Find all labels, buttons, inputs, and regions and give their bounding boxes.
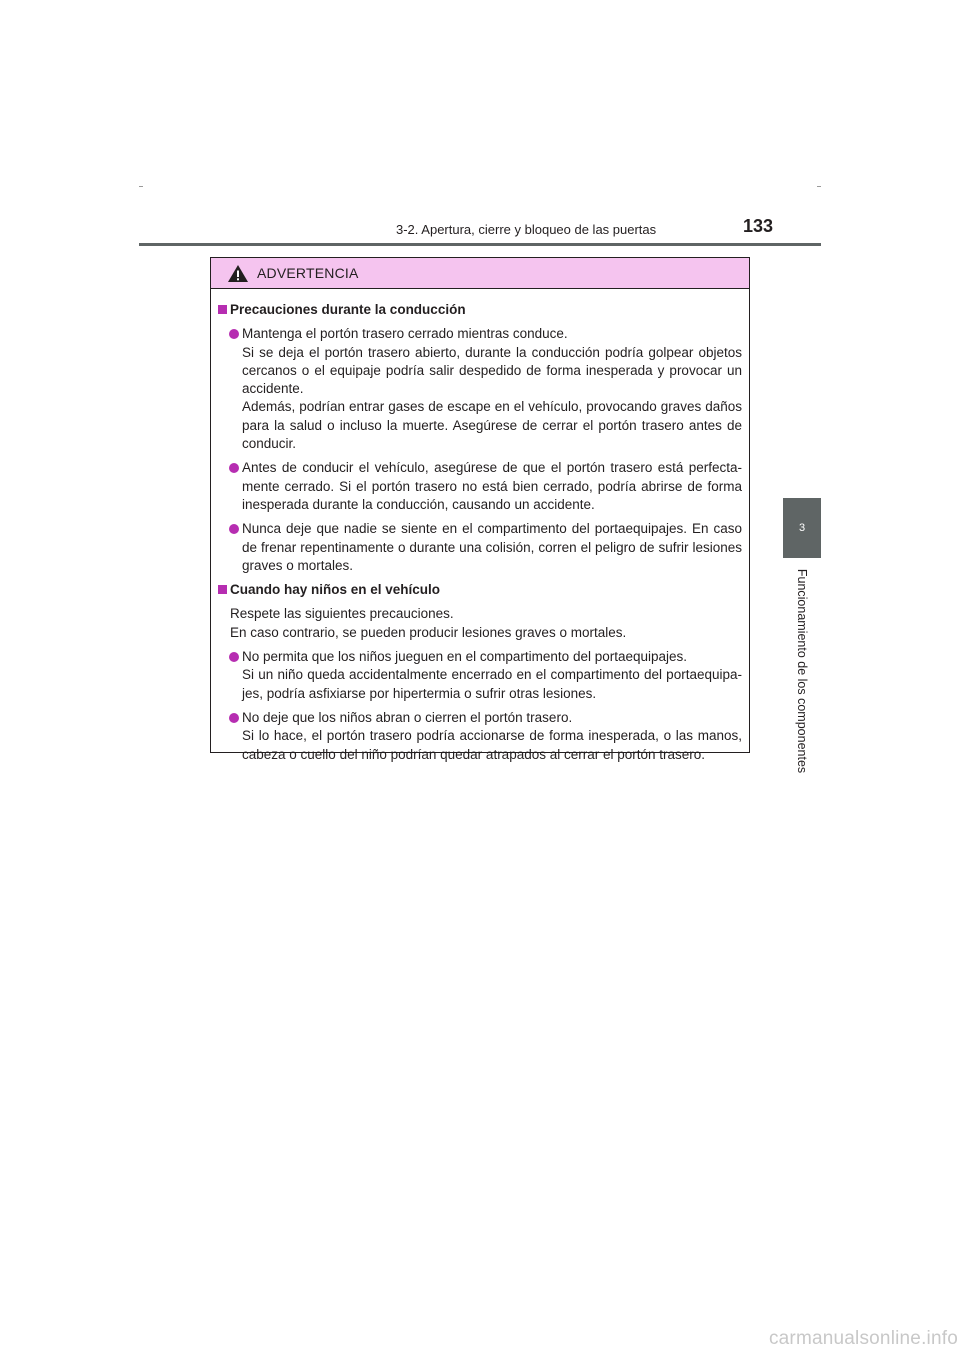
page-number: 133 (743, 216, 774, 236)
section-heading-text: Cuando hay niños en el vehículo (230, 582, 441, 598)
section-heading (218, 581, 742, 599)
bullet-item (218, 459, 742, 514)
chapter-tab (783, 498, 821, 558)
watermark: carmanualsonline.info (768, 1328, 958, 1349)
bullet-text: Mantenga el portón trasero cerrado mientras conduce. (242, 326, 568, 342)
bullet-item (218, 520, 742, 575)
bullet-item (218, 325, 742, 453)
chapter-title: Funcionamiento de los componentes (795, 568, 809, 774)
bullet-text: Nunca deje que nadie se siente en el compartimento del portaequipajes. En caso de frenar repentinamente o durante una colisión, corren el peligro de sufrir lesiones graves o mortales. (242, 521, 742, 573)
warning-title: ADVERTENCIA (257, 265, 359, 281)
round-bullet-icon (229, 463, 239, 473)
warning-section (218, 301, 742, 575)
warning-box (210, 257, 750, 762)
crop-mark (139, 186, 143, 187)
section-heading-text: Precauciones durante la conducción (230, 302, 466, 317)
chapter-title-wrap (783, 563, 821, 779)
bullet-text: Además, podrían entrar gases de escape en el vehículo, provocando graves daños para la salud o incluso la muerte. Asegúrese de cerrar el portón trasero antes de conducir. (242, 399, 742, 452)
chapter-number: 3 (798, 522, 806, 534)
round-bullet-icon (229, 524, 239, 534)
section-intro (218, 605, 742, 642)
round-bullet-icon (229, 713, 239, 723)
warning-body (211, 289, 749, 764)
square-bullet-icon (218, 585, 227, 594)
round-bullet-icon (229, 329, 239, 339)
bullet-text: Antes de conducir el vehículo, asegúrese de que el portón trasero está perfecta-mente cerrado. Si el portón trasero no está bien cerrado, podría abrirse de forma inesperada durante la conducción, causando un accidente. (242, 460, 742, 512)
intro-line: Respete las siguientes precauciones. (230, 606, 454, 622)
warning-triangle-icon (227, 264, 249, 283)
bullet-text: No deje que los niños abran o cierren el portón trasero. (242, 709, 573, 725)
running-header: 3-2. Apertura, cierre y bloqueo de las puertas (396, 222, 657, 237)
section-heading (218, 301, 742, 319)
warning-header (211, 258, 749, 289)
header-rule (139, 243, 821, 246)
bullet-text: No permita que los niños jueguen en el compartimento del portaequipajes. (242, 649, 688, 665)
square-bullet-icon (218, 305, 227, 314)
warning-section (218, 581, 742, 764)
intro-line: En caso contrario, se pueden producir lesiones graves o mortales. (230, 624, 627, 640)
bullet-item (218, 648, 742, 703)
crop-mark (817, 186, 821, 187)
round-bullet-icon (229, 652, 239, 662)
bullet-text: Si se deja el portón trasero abierto, durante la conducción podría golpear objetos cercanos o el equipaje podría salir despedido de forma inesperada y provocar un accidente. (242, 344, 742, 397)
bullet-text: Si un niño queda accidentalmente encerrado en el compartimento del portaequipa-jes, podría asfixiarse por hipertermia o sufrir otras lesiones. (242, 667, 742, 701)
bullet-text: Si lo hace, el portón trasero podría accionarse de forma inesperada, o las manos, cabeza o cuello del niño podrían quedar atrapados al cerrar el portón trasero. (242, 728, 742, 762)
bullet-item (218, 709, 742, 764)
